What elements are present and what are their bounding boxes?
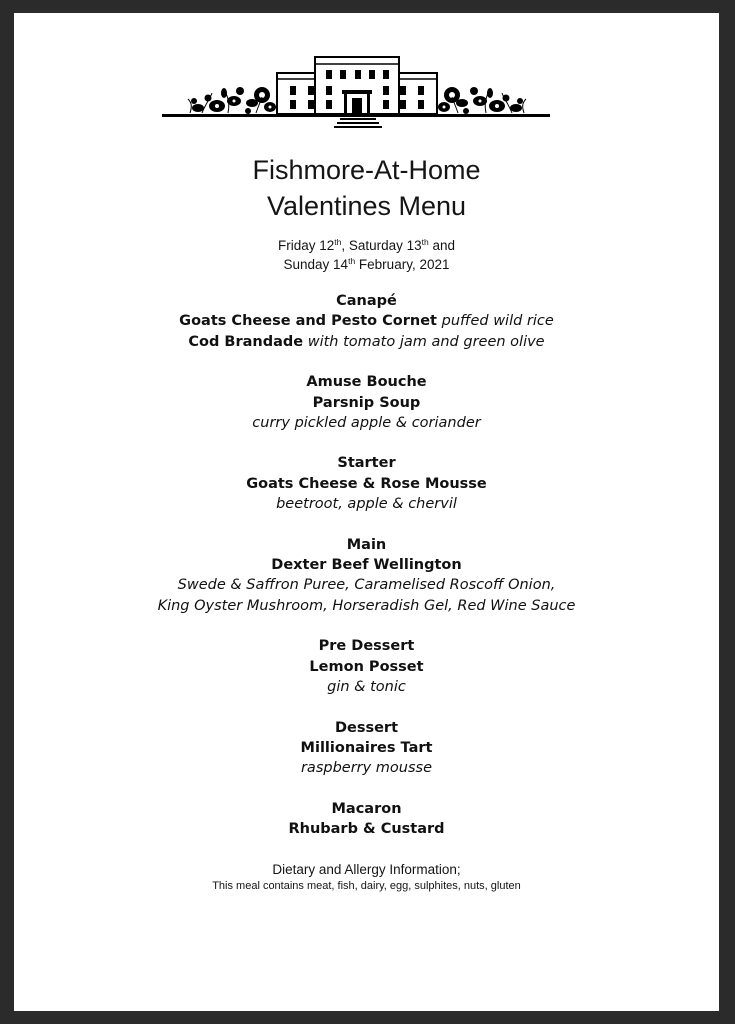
course-block [14, 799, 719, 840]
dish-line [14, 738, 719, 758]
dish-line [14, 575, 719, 595]
dish-description: raspberry mousse [300, 760, 433, 777]
dish-name: Rhubarb & Custard [288, 821, 445, 838]
dish-line [14, 332, 719, 352]
dish-description: King Oyster Mushroom, Horseradish Gel, Red Wine Sauce [157, 597, 576, 614]
dish-line [14, 819, 719, 839]
dish-name: Goats Cheese & Rose Mousse [246, 475, 487, 492]
dish-line [14, 596, 719, 616]
dates-line [14, 236, 719, 255]
dish-name: Lemon Posset [309, 658, 424, 675]
course-name: Starter [337, 455, 396, 472]
dish-line [14, 758, 719, 778]
dish-description: curry pickled apple & coriander [252, 415, 481, 432]
menu-page [14, 13, 719, 1011]
date-ordinal-suffix: th [421, 237, 429, 247]
date-text: Friday 12 [277, 238, 335, 253]
dietary-heading: Dietary and Allergy Information; [272, 862, 461, 877]
course-block [14, 291, 719, 352]
dish-line [14, 311, 719, 331]
course-block [14, 372, 719, 433]
dish-line [14, 657, 719, 677]
dish-name: Goats Cheese and Pesto Cornet [179, 313, 437, 330]
dates-line [14, 255, 719, 274]
dish-description: with tomato jam and green olive [303, 333, 545, 350]
dish-description: gin & tonic [327, 679, 406, 696]
course-name: Amuse Bouche [306, 374, 427, 391]
course-name: Macaron [331, 800, 402, 817]
allergen-list: This meal contains meat, fish, dairy, egg, sulphites, nuts, gluten [212, 880, 521, 892]
dish-description: beetroot, apple & chervil [276, 496, 457, 513]
dish-name: Parsnip Soup [312, 394, 421, 411]
course-name: Canapé [336, 293, 397, 309]
title-restaurant: Fishmore-At-Home [252, 155, 481, 185]
dish-name: Dexter Beef Wellington [271, 557, 462, 574]
date-ordinal-suffix: th [348, 256, 356, 266]
course-block [14, 718, 719, 779]
date-text: Sunday 14 [283, 257, 349, 272]
dish-name: Millionaires Tart [300, 739, 433, 756]
dish-name: Cod Brandade [188, 333, 304, 350]
course-block [14, 535, 719, 617]
menu-title [14, 152, 719, 224]
course-block [14, 636, 719, 697]
course-name: Dessert [334, 719, 399, 736]
course-list [14, 291, 719, 860]
dish-line [14, 474, 719, 494]
course-block [14, 453, 719, 514]
date-text: and [428, 238, 456, 253]
date-ordinal-suffix: th [334, 237, 342, 247]
dish-line [14, 555, 719, 575]
title-menu-name: Valentines Menu [266, 191, 467, 221]
dish-line [14, 494, 719, 514]
dish-description: Swede & Saffron Puree, Caramelised Roscoff Onion, [177, 577, 556, 594]
course-name: Pre Dessert [318, 638, 415, 655]
dish-line [14, 413, 719, 433]
dietary-information [14, 860, 719, 894]
course-name: Main [346, 536, 387, 553]
dish-line [14, 393, 719, 413]
dish-description: puffed wild rice [437, 313, 554, 330]
dish-line [14, 677, 719, 697]
date-text: February, 2021 [355, 257, 450, 272]
country-house-logo-icon [162, 53, 552, 138]
menu-dates [14, 236, 719, 274]
date-text: , Saturday 13 [341, 238, 422, 253]
